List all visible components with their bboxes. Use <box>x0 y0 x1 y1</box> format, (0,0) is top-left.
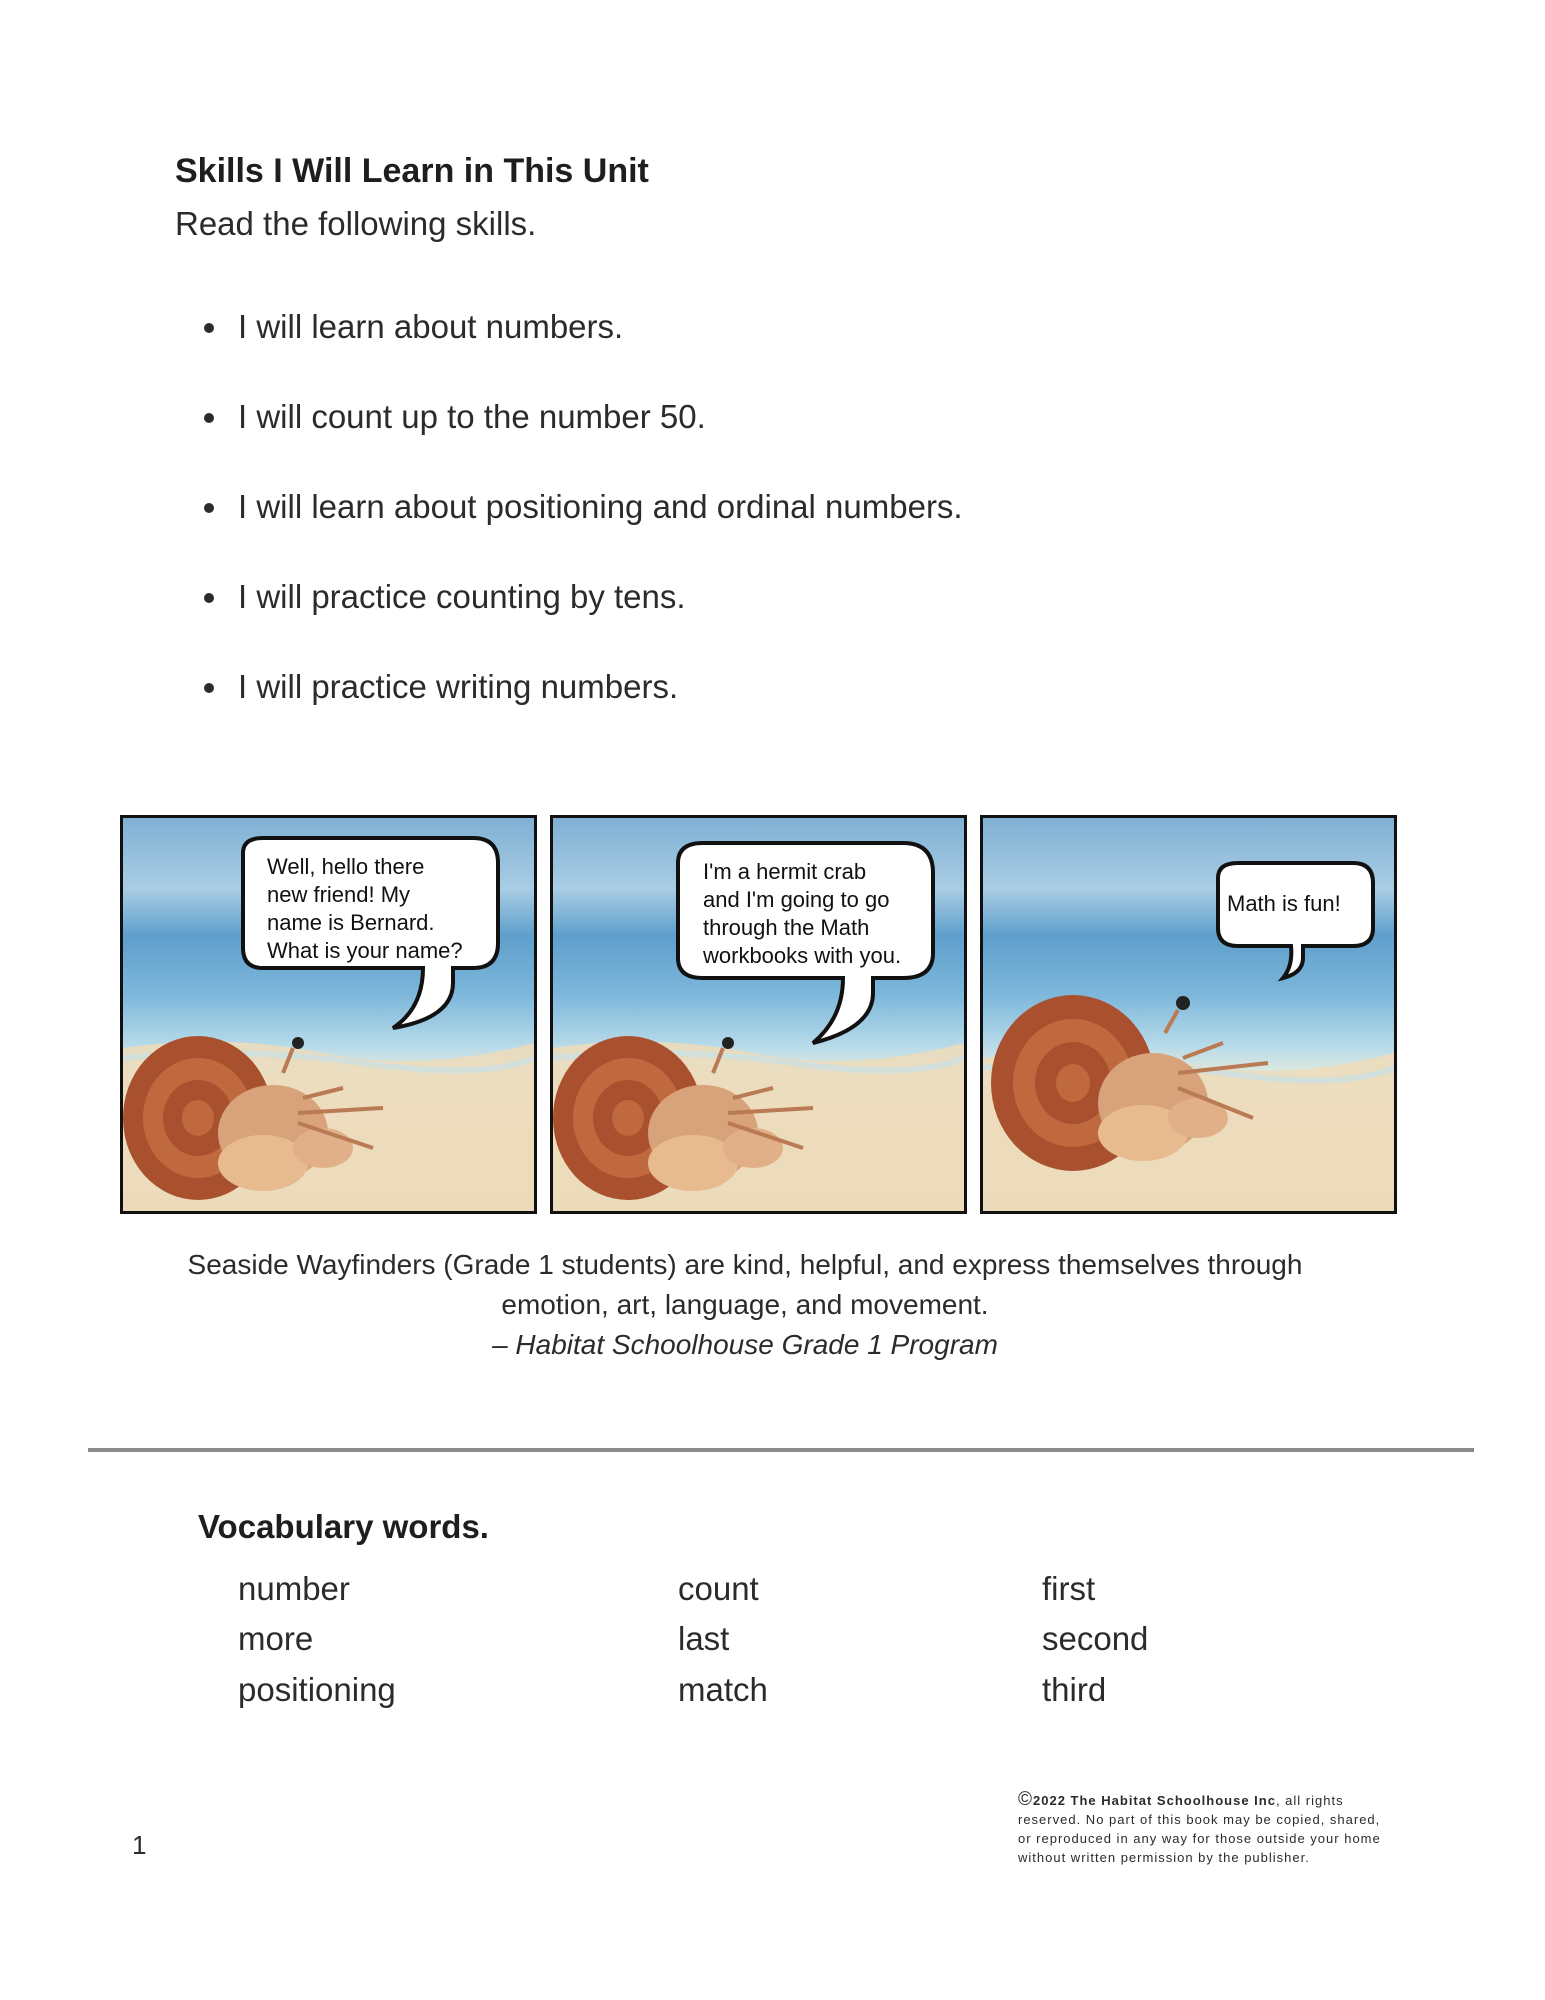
skills-list <box>200 300 963 750</box>
skill-item: I will learn about positioning and ordinal numbers. <box>200 480 963 570</box>
program-quote <box>100 1245 1390 1365</box>
vocab-word: first <box>1042 1570 1096 1607</box>
quote-credit: – Habitat Schoolhouse Grade 1 Program <box>492 1329 998 1360</box>
quote-line-2: emotion, art, language, and movement. <box>501 1289 989 1320</box>
vocab-word: third <box>1042 1671 1107 1708</box>
comic-strip <box>120 815 1390 1215</box>
page-number: 1 <box>132 1830 147 1860</box>
comic-panel-2 <box>550 815 967 1214</box>
unit-skills-heading: Skills I Will Learn in This Unit <box>175 152 649 190</box>
speech-bubble-text: I'm a hermit crab and I'm going to go through the Math workbooks with you. <box>703 859 902 968</box>
copyright-holder: 2022 The Habitat Schoolhouse Inc <box>1033 1793 1276 1808</box>
vocab-word: count <box>678 1570 759 1607</box>
comic-panel-1 <box>120 815 537 1214</box>
skill-item: I will practice writing numbers. <box>200 660 963 750</box>
vocab-word: match <box>678 1671 768 1708</box>
copyright-notice <box>1018 1790 1398 1867</box>
copyright-text: , all rights reserved. No part of this book may be copied, shared, or reproduced in any way for those outside your home without written permission by the publisher. <box>1018 1793 1381 1865</box>
vocabulary-heading: Vocabulary words. <box>198 1508 489 1545</box>
vocab-word: number <box>238 1570 350 1607</box>
vocab-word: positioning <box>238 1671 396 1708</box>
hermit-crab-illustration <box>983 818 1394 1211</box>
skill-item: I will practice counting by tens. <box>200 570 963 660</box>
vocab-word: last <box>678 1620 730 1657</box>
speech-bubble-text: Math is fun! <box>1227 891 1341 916</box>
speech-bubble-text: Well, hello there new friend! My name is Bernard. What is your name? <box>267 854 463 963</box>
skills-instruction: Read the following skills. <box>175 205 537 242</box>
comic-panel-3 <box>980 815 1397 1214</box>
skill-item: I will count up to the number 50. <box>200 390 963 480</box>
quote-line-1: Seaside Wayfinders (Grade 1 students) are kind, helpful, and express themselves through <box>187 1249 1303 1280</box>
vocab-word: more <box>238 1620 314 1657</box>
skill-item: I will learn about numbers. <box>200 300 963 390</box>
copyright-symbol: © <box>1018 1789 1033 1810</box>
section-divider <box>88 1448 1474 1452</box>
vocab-word: second <box>1042 1620 1149 1657</box>
